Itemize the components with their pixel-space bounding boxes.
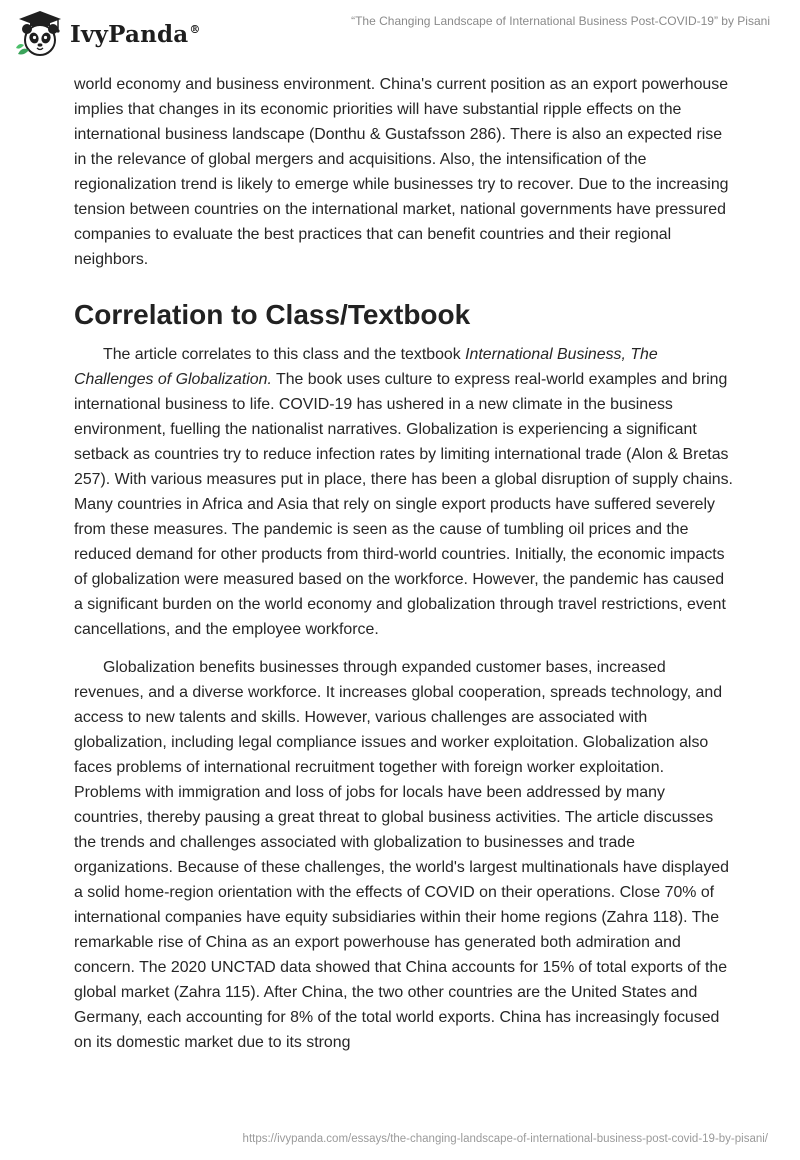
paragraph-globalization: Globalization benefits businesses through expanded customer bases, increased revenues, and a diverse workforce. It increases global cooperation, spreads technology, and access to new talents and skills. However, various challenges are associated with globalization, including legal compliance issues and worker exploitation. Globalization also faces problems of international recruitment together with foreign worker exploitation. Problems with immigration and loss of jobs for locals have been addressed by many countries, thereby pausing a great threat to global business activities. The article discusses the trends and challenges associated with globalization to businesses and trade organizations. Because of these challenges, the world's largest multinationals have displayed a solid home-region orientation with the effects of COVID on their operations. Close 70% of international companies have equity subsidiaries within their home regions (Zahra 118). The remarkable rise of China as an export powerhouse has generated both admiration and concern. The 2020 UNCTAD data showed that China accounts for 15% of total exports of the global market (Zahra 115). After China, the two other countries are the United States and Germany, each accounting for 8% of the total world exports. China has increasingly focused on its domestic market due to its strong: [74, 659, 729, 1051]
document-title: “The Changing Landscape of International Business Post-COVID-19” by Pisani: [351, 14, 770, 28]
ivypanda-logo[interactable]: [14, 8, 201, 60]
section-heading: Correlation to Class/Textbook: [74, 299, 471, 330]
paragraph-correlation: [74, 342, 734, 642]
page-header: [0, 0, 800, 70]
paragraph-continued: world economy and business environment. China's current position as an export powerhouse implies that changes in its economic priorities will have substantial ripple effects on the international business landscape (Donthu & Gustafsson 286). There is also an expected rise in the relevance of global mergers and acquisitions. Also, the intensification of the regionalization trend is likely to emerge while businesses try to recover. Due to the increasing tension between countries on the international market, national governments have pressured companies to evaluate the best practices that can benefit countries and their regional neighbors.: [74, 76, 729, 268]
paragraph-lead-text: The article correlates to this class and the textbook: [103, 346, 466, 363]
textbook-title: International Business, The Challenges of Globalization.: [74, 346, 658, 388]
footer-url-link[interactable]: https://ivypanda.com/essays/the-changing-landscape-of-international-business-post-covid-19-by-pisani/: [242, 1133, 768, 1145]
essay-content: [74, 72, 734, 1055]
logo-text: IvyPanda®: [70, 20, 201, 48]
panda-icon: [14, 8, 66, 60]
paragraph-rest-text: The book uses culture to express real-world examples and bring international business to life. COVID-19 has ushered in a new climate in the business environment, fuelling the nationalist narratives. Globalization is experiencing a significant setback as countries try to reduce infection rates by limiting international trade (Alon & Bretas 257). With various measures put in place, there has been a global disruption of supply chains. Many countries in Africa and Asia that rely on single export products have suffered severely from these measures. The pandemic is seen as the cause of tumbling oil prices and the reduced demand for other products from third-world countries. Initially, the economic impacts of globalization were measured based on the workforce. However, the pandemic has caused a significant burden on the world economy and globalization through travel restrictions, event cancellations, and the employee workforce.: [74, 371, 733, 638]
